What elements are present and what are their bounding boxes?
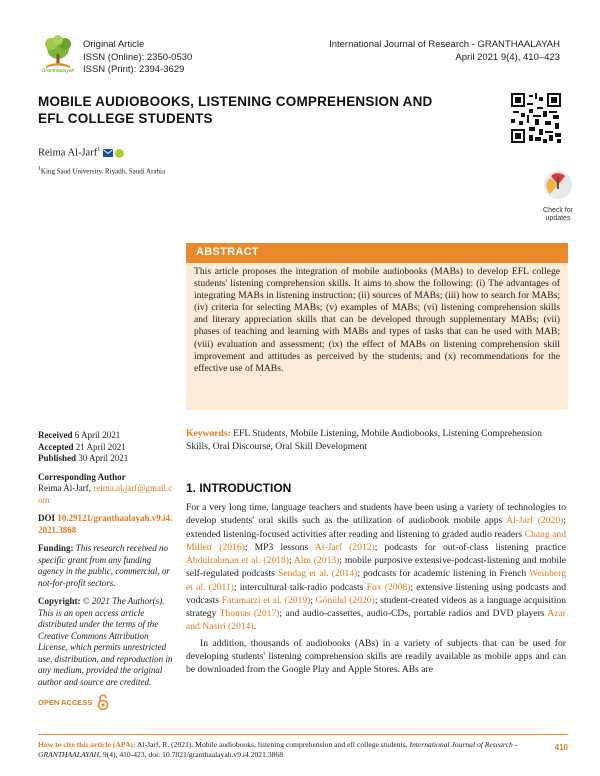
citation-text-b: , 9(4), 410-423. doi: 10.7821/granthaalayah.v9.i4.2021.3868 (99, 750, 283, 759)
email-icon[interactable] (103, 149, 113, 157)
ref-link[interactable]: Faramarzi et al. (2019) (221, 594, 311, 606)
accepted-label: Accepted (38, 441, 74, 452)
p1-text-g: ; podcasts for academic listening in French (357, 568, 530, 580)
ref-link[interactable]: Thomas (2017) (219, 608, 280, 619)
logo-text: Granthaalayah (41, 68, 75, 74)
affiliation-sup: 1 (38, 166, 41, 172)
author-sup: 1 (97, 147, 101, 153)
journal-logo (38, 34, 78, 76)
ref-link[interactable]: Fox (2008) (366, 581, 411, 593)
corresponding-author-block (38, 472, 173, 507)
section-heading-introduction: 1. INTRODUCTION (186, 481, 292, 495)
introduction-body (186, 501, 566, 676)
footer-divider (38, 734, 568, 735)
keywords-label: Keywords: (186, 428, 231, 439)
check-for-updates-badge[interactable] (536, 168, 580, 220)
p1-text-i: ; extensive listening using podcasts and vodcasts (186, 581, 566, 606)
author-line (38, 147, 124, 159)
p1-text-a: For a very long time, language teachers and students have been using a variety of technologies to develop students' oral skills such as the utilization of audiobook mobile apps (186, 502, 566, 527)
corresponding-author-email[interactable]: reima.al.jarf@gmail.com (38, 483, 173, 505)
abstract-text: This article proposes the integration of mobile audiobooks (MABs) to develop EFL college students' listening comprehension skills. It aims to show the following: (i) The advantages of integrating MABs in listening instruction; (ii) sources of MABs; (iii) how to search for MABs; (iv) criteria for selecting MABs; (v) examples of MABs; (vi) listening comprehension skills and literary appreciation skills that can be developed through supplementary MABs; (vii) phases of teaching and learning with MABs and types of tasks that can be used with MAB; (viii) evaluation and assessment; (ix) the effect of MABs on listening comprehension skill improvement and attitudes as perceived by the students; and (x) recommendations for the effective use of MABs. (194, 266, 560, 374)
paper-title: MOBILE AUDIOBOOKS, LISTENING COMPREHENSION AND EFL COLLEGE STUDENTS (38, 94, 433, 126)
p1-text-m: . (253, 621, 257, 633)
copyright-text: © 2021 The Author(s). This is an open access article distributed under the terms of the Creative Commons Attribution License, which permits unrestricted use, distribution, and reproduction in any medium, provided the original author and source are credited. (38, 596, 173, 687)
citation (38, 740, 538, 760)
funding-text: This research received no specific grant from any funding agency in the public, commercial, or not-for-profit sectors. (38, 543, 170, 588)
article-type: Original Article (83, 39, 145, 50)
keywords-text: EFL Students, Mobile Listening, Mobile Audiobooks, Listening Comprehension Skills, Oral Discourse, Oral Skill Development (186, 428, 542, 452)
header-left (83, 39, 192, 77)
p1-text-b: ; extended listening-focused activities after reading and listening to graded audio readers (186, 515, 566, 540)
abstract-heading: ABSTRACT (196, 246, 259, 258)
intro-paragraph-2: In addition, thousands of audiobooks (ABs) in a variety of subjects that can be used for developing students' listening comprehension skills are readily available as mobile apps and can be downloaded from the Google Play and Apple Stores. ABs are (186, 637, 566, 675)
published-line (38, 453, 173, 465)
citation-label: How to cite this article (APA): (38, 740, 136, 749)
doi-link[interactable]: 10.29121/granthaalayah.v9.i4.2021.3868 (38, 513, 173, 535)
issn-print: ISSN (Print): 2394-3629 (83, 64, 185, 75)
p1-text-k: ; student-created videos as a language acquisition strategy (186, 594, 566, 619)
affiliation-text: King Saud University, Riyadh, Saudi Arabia (40, 167, 166, 176)
ref-link[interactable]: Gönülal (2020) (315, 594, 375, 606)
qr-code-icon (511, 93, 561, 143)
doi-label: DOI (38, 513, 56, 523)
ref-link[interactable]: Sendag et al. (2014) (277, 568, 358, 580)
issn-online: ISSN (Online): 2350-0530 (83, 51, 193, 63)
ref-link[interactable]: Al-Jarf (2020) (506, 515, 564, 527)
p1-text-j: ; (310, 594, 316, 606)
article-info-sidebar (38, 430, 173, 695)
ref-link[interactable]: Chang and Millett (2016) (186, 528, 566, 553)
cfu-label: Check for updates (543, 207, 573, 222)
funding-label: Funding: (38, 543, 74, 553)
affiliation (38, 166, 165, 175)
p1-text-h: ; intercultural talk-radio podcasts (233, 581, 367, 593)
ref-link[interactable]: Al-Jarf (2012) (314, 541, 375, 553)
header-right (329, 39, 560, 64)
citation-journal: International Journal of Research - GRANTHAALAYAH (38, 740, 518, 759)
ref-link[interactable]: Weinberg et al. (2011) (186, 568, 566, 593)
citation-text-a: Al-Jarf, R. (2021). Mobile audiobooks, listening comprehension and efl college students. (135, 740, 410, 749)
ref-link[interactable]: Azar and Nasiri (2014) (186, 608, 566, 633)
accepted-date: 21 April 2021 (75, 441, 126, 452)
copyright-label: Copyright: (38, 596, 81, 606)
p1-text-e: ; (288, 555, 294, 566)
p1-text-f: ; mobile purposive extensive-podcast-listening and mobile self-regulated podcasts (186, 555, 566, 580)
p1-text-d: ; podcasts for out-of-class listening practice (374, 541, 566, 553)
open-access-badge (38, 694, 109, 712)
ref-link[interactable]: Alm (2013) (293, 555, 340, 566)
received-line (38, 430, 173, 442)
funding-block (38, 543, 173, 589)
copyright-block (38, 596, 173, 688)
received-date: 6 April 2021 (74, 430, 121, 440)
orcid-icon[interactable] (115, 149, 124, 158)
published-date: 30 April 2021 (78, 453, 129, 463)
open-access-label: OPEN ACCESS (38, 697, 93, 707)
author-name: Reima Al-Jarf (38, 147, 98, 159)
accepted-line (38, 442, 173, 454)
doi-block (38, 513, 173, 536)
p1-text-l: ; and audio-cassettes, audio-CDs, portable radios and DVD players (279, 608, 548, 619)
journal-name: International Journal of Research - GRANTHAALAYAH (329, 39, 560, 50)
keywords (186, 428, 566, 453)
abstract-header (186, 243, 568, 263)
corresponding-author-label: Corresponding Author (38, 471, 126, 482)
ref-link[interactable]: Abdulrahman et al. (2018) (186, 555, 289, 566)
page-number: 410 (554, 743, 568, 752)
dates-block (38, 430, 173, 465)
issue-info: April 2021 9(4), 410–423 (455, 51, 560, 63)
intro-paragraph-1 (186, 501, 566, 634)
p1-text-c: ; MP3 lessons (244, 541, 315, 553)
received-label: Received (38, 430, 73, 440)
published-label: Published (38, 453, 77, 463)
corresponding-author-name: Reima Al-Jarf, (38, 483, 91, 493)
open-lock-icon (97, 694, 109, 712)
